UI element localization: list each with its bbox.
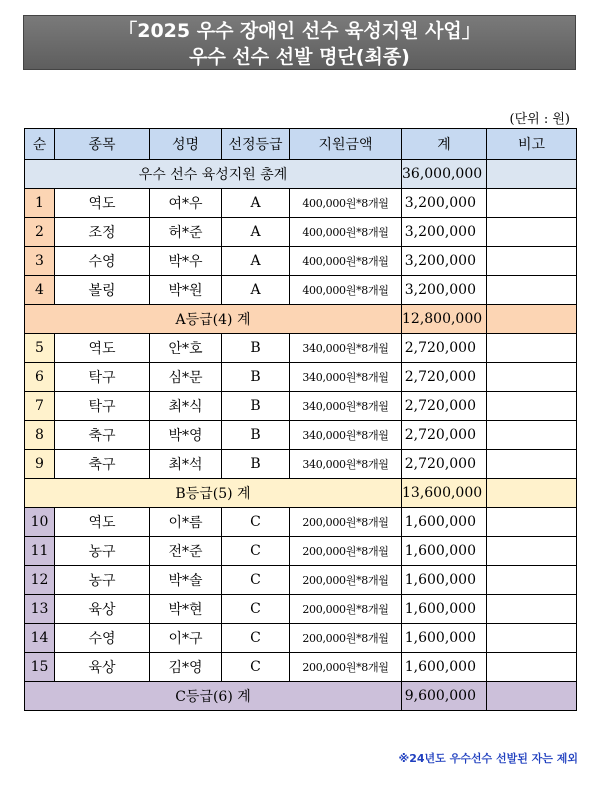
row-name: 박*현: [150, 595, 222, 624]
subtotal-label: B등급(5) 계: [25, 479, 402, 508]
row-amount: 200,000원*8개월: [290, 595, 402, 624]
table-row: [25, 450, 577, 479]
row-amount: 340,000원*8개월: [290, 392, 402, 421]
header-amount: 지원금액: [290, 129, 402, 160]
row-note: [487, 189, 577, 218]
row-amount: 400,000원*8개월: [290, 189, 402, 218]
row-sport: 역도: [55, 189, 150, 218]
row-amount: 200,000원*8개월: [290, 624, 402, 653]
row-number: 8: [25, 421, 55, 450]
grand-total-value: 36,000,000: [402, 160, 487, 189]
row-grade: C: [222, 595, 290, 624]
row-grade: B: [222, 363, 290, 392]
document-title: [23, 15, 576, 70]
row-sport: 축구: [55, 421, 150, 450]
row-number: 12: [25, 566, 55, 595]
table-row: [25, 189, 577, 218]
subtotal-label: C등급(6) 계: [25, 682, 402, 711]
row-sport: 육상: [55, 595, 150, 624]
table-row: [25, 537, 577, 566]
subtotal-row: [25, 682, 577, 711]
row-grade: C: [222, 624, 290, 653]
subtotal-note: [487, 682, 577, 711]
table-row: [25, 624, 577, 653]
table-row: [25, 218, 577, 247]
row-note: [487, 595, 577, 624]
row-total: 3,200,000: [402, 218, 487, 247]
row-grade: B: [222, 392, 290, 421]
row-number: 11: [25, 537, 55, 566]
row-number: 6: [25, 363, 55, 392]
table-row: [25, 653, 577, 682]
row-name: 최*석: [150, 450, 222, 479]
unit-label: (단위 : 원): [509, 112, 570, 127]
title-line-1: 「2025 우수 장애인 선수 육성지원 사업」: [118, 20, 481, 42]
row-note: [487, 421, 577, 450]
row-grade: A: [222, 247, 290, 276]
row-name: 김*영: [150, 653, 222, 682]
subtotal-row: [25, 479, 577, 508]
row-name: 안*호: [150, 334, 222, 363]
subtotal-value: 12,800,000: [402, 305, 487, 334]
row-sport: 탁구: [55, 392, 150, 421]
row-grade: C: [222, 653, 290, 682]
row-grade: A: [222, 189, 290, 218]
row-sport: 수영: [55, 247, 150, 276]
subtotal-value: 9,600,000: [402, 682, 487, 711]
row-note: [487, 392, 577, 421]
table-row: [25, 508, 577, 537]
row-amount: 400,000원*8개월: [290, 218, 402, 247]
row-note: [487, 537, 577, 566]
row-total: 1,600,000: [402, 508, 487, 537]
row-number: 3: [25, 247, 55, 276]
table-row: [25, 334, 577, 363]
row-name: 박*원: [150, 276, 222, 305]
row-grade: A: [222, 276, 290, 305]
row-number: 13: [25, 595, 55, 624]
subtotal-value: 13,600,000: [402, 479, 487, 508]
row-total: 3,200,000: [402, 247, 487, 276]
row-note: [487, 276, 577, 305]
header-sport: 종목: [55, 129, 150, 160]
row-amount: 400,000원*8개월: [290, 247, 402, 276]
row-name: 이*름: [150, 508, 222, 537]
row-name: 최*식: [150, 392, 222, 421]
table-header-row: [25, 129, 577, 160]
row-grade: C: [222, 508, 290, 537]
row-amount: 200,000원*8개월: [290, 566, 402, 595]
row-number: 14: [25, 624, 55, 653]
row-grade: B: [222, 450, 290, 479]
row-sport: 탁구: [55, 363, 150, 392]
row-sport: 역도: [55, 508, 150, 537]
row-sport: 수영: [55, 624, 150, 653]
row-sport: 역도: [55, 334, 150, 363]
row-name: 심*문: [150, 363, 222, 392]
table-row: [25, 363, 577, 392]
row-sport: 볼링: [55, 276, 150, 305]
row-note: [487, 566, 577, 595]
row-amount: 340,000원*8개월: [290, 421, 402, 450]
row-name: 허*준: [150, 218, 222, 247]
row-name: 전*준: [150, 537, 222, 566]
row-total: 2,720,000: [402, 363, 487, 392]
row-note: [487, 247, 577, 276]
row-number: 10: [25, 508, 55, 537]
row-name: 이*구: [150, 624, 222, 653]
row-total: 1,600,000: [402, 653, 487, 682]
grand-total-label: 우수 선수 육성지원 총계: [25, 160, 402, 189]
table-row: [25, 392, 577, 421]
row-sport: 농구: [55, 537, 150, 566]
row-note: [487, 218, 577, 247]
row-total: 1,600,000: [402, 537, 487, 566]
row-sport: 육상: [55, 653, 150, 682]
row-sport: 축구: [55, 450, 150, 479]
row-total: 2,720,000: [402, 421, 487, 450]
table-row: [25, 276, 577, 305]
row-number: 7: [25, 392, 55, 421]
row-note: [487, 334, 577, 363]
row-amount: 400,000원*8개월: [290, 276, 402, 305]
row-amount: 200,000원*8개월: [290, 537, 402, 566]
row-sport: 조정: [55, 218, 150, 247]
row-total: 2,720,000: [402, 450, 487, 479]
subtotal-label: A등급(4) 계: [25, 305, 402, 334]
row-note: [487, 450, 577, 479]
row-grade: B: [222, 421, 290, 450]
row-name: 박*영: [150, 421, 222, 450]
row-note: [487, 508, 577, 537]
row-number: 9: [25, 450, 55, 479]
row-total: 1,600,000: [402, 595, 487, 624]
row-number: 4: [25, 276, 55, 305]
row-note: [487, 624, 577, 653]
header-total: 계: [402, 129, 487, 160]
header-grade: 선정등급: [222, 129, 290, 160]
table-row: [25, 421, 577, 450]
athlete-table: [24, 128, 577, 711]
row-name: 여*우: [150, 189, 222, 218]
table-row: [25, 595, 577, 624]
row-sport: 농구: [55, 566, 150, 595]
row-number: 5: [25, 334, 55, 363]
row-grade: C: [222, 566, 290, 595]
row-grade: C: [222, 537, 290, 566]
footnote: ※24년도 우수선수 선발된 자는 제외: [398, 752, 578, 765]
subtotal-row: [25, 305, 577, 334]
row-grade: B: [222, 334, 290, 363]
row-name: 박*솔: [150, 566, 222, 595]
row-amount: 200,000원*8개월: [290, 653, 402, 682]
table-row: [25, 247, 577, 276]
title-line-2: 우수 선수 선발 명단(최종): [189, 46, 410, 68]
header-name: 성명: [150, 129, 222, 160]
header-no: 순: [25, 129, 55, 160]
row-total: 3,200,000: [402, 189, 487, 218]
row-name: 박*우: [150, 247, 222, 276]
row-total: 3,200,000: [402, 276, 487, 305]
row-total: 1,600,000: [402, 566, 487, 595]
row-number: 1: [25, 189, 55, 218]
row-amount: 200,000원*8개월: [290, 508, 402, 537]
row-number: 2: [25, 218, 55, 247]
header-note: 비고: [487, 129, 577, 160]
row-number: 15: [25, 653, 55, 682]
table-row: [25, 566, 577, 595]
row-amount: 340,000원*8개월: [290, 363, 402, 392]
row-total: 2,720,000: [402, 392, 487, 421]
row-amount: 340,000원*8개월: [290, 334, 402, 363]
row-grade: A: [222, 218, 290, 247]
row-amount: 340,000원*8개월: [290, 450, 402, 479]
row-note: [487, 363, 577, 392]
grand-total-note: [487, 160, 577, 189]
row-note: [487, 653, 577, 682]
subtotal-note: [487, 479, 577, 508]
grand-total-row: [25, 160, 577, 189]
subtotal-note: [487, 305, 577, 334]
row-total: 2,720,000: [402, 334, 487, 363]
row-total: 1,600,000: [402, 624, 487, 653]
